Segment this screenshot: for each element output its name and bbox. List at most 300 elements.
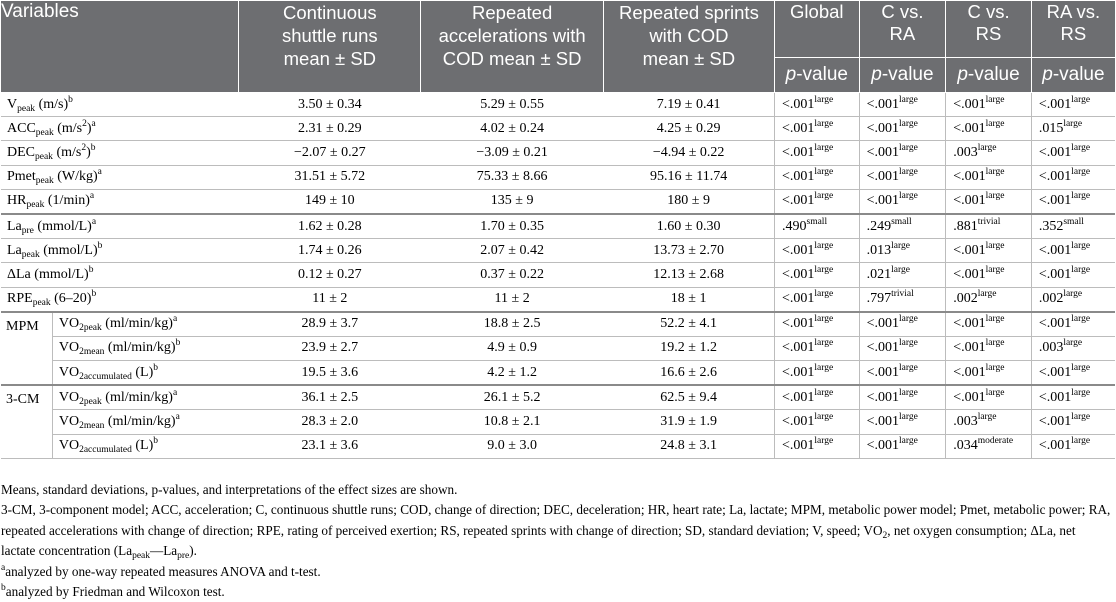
effect-size: large [899,412,918,423]
p-number: .001 [874,340,899,356]
p-value-c-vs-ra [859,263,946,287]
effect-size: large [814,289,834,300]
effect-size: moderate [977,436,1014,447]
footnote-mark: b [91,289,97,300]
p-value-c-vs-ra [859,312,946,337]
mean-sd-continuous: 28.9 ± 3.7 [239,312,421,337]
p-number: .001 [1046,414,1072,430]
p-number: .001 [789,96,815,112]
variable-subscript: 2accumulated [79,371,132,382]
table-row [1,117,1115,141]
effect-size: large [1063,118,1083,129]
p-number: .249 [866,218,892,234]
p-number: .001 [789,364,815,380]
mean-sd-repeated-accelerations: 4.2 ± 1.2 [421,361,603,386]
p-number: .001 [789,340,815,356]
variable-name: VO [58,316,80,332]
mean-sd-repeated-sprints: −4.94 ± 0.22 [603,141,774,165]
table-row [1,93,1115,117]
table-row [1,361,1115,386]
mean-sd-repeated-accelerations: 5.29 ± 0.55 [421,93,603,117]
p-number: .001 [1046,266,1072,282]
mean-sd-repeated-accelerations: 11 ± 2 [421,287,603,312]
p-prefix: < [782,169,790,185]
p-number: .001 [789,414,815,430]
variable-name: VO [58,389,80,405]
p-rest: -value [796,64,848,86]
footnote-mark: b [90,142,96,153]
p-value-c-vs-rs [946,385,1032,410]
p-number: .001 [874,96,899,112]
table-row [1,287,1115,312]
p-number: .001 [874,389,899,405]
table-row [1,410,1115,434]
abbrev-text: —La [150,543,178,559]
p-number: .001 [1046,389,1072,405]
p-number: .001 [874,316,899,332]
p-prefix: < [866,340,875,356]
header-p-value [946,58,1032,93]
p-prefix: < [953,169,962,185]
footnote-mark: a [175,412,180,423]
p-prefix: < [953,266,962,282]
effect-size: large [899,387,918,398]
p-prefix: < [866,96,875,112]
header-line: Repeated [472,2,553,23]
p-value-ra-vs-rs [1031,312,1115,337]
p-value-c-vs-ra [859,239,946,263]
footnote-abbreviations [1,500,1111,561]
p-value-c-vs-ra [859,214,946,239]
p-prefix: < [866,438,875,454]
p-prefix: < [866,414,875,430]
variable-subscript: peak [35,151,53,162]
p-value-ra-vs-rs [1031,165,1115,189]
p-prefix: < [782,242,790,258]
variable-label [1,93,239,117]
effect-size: large [814,167,834,178]
variable-label [1,117,239,141]
header-ra-vs-rs [1031,1,1115,58]
p-value-c-vs-rs [946,239,1032,263]
p-value-global [775,361,860,386]
footnote-text: analyzed by Friedman and Wilcoxon test. [5,584,225,600]
p-number: .002 [1038,291,1064,307]
footnote-text: analyzed by one-way repeated measures ANOVA and t-test. [5,563,321,579]
variable-name: VO [58,364,80,380]
mean-sd-repeated-sprints: 24.8 ± 3.1 [603,434,774,458]
p-value-c-vs-rs [946,410,1032,434]
p-number: .881 [953,218,978,234]
variable-label [1,239,239,263]
p-value-c-vs-ra [859,361,946,386]
table-row [1,263,1115,287]
p-value-ra-vs-rs [1031,189,1115,214]
p-value-c-vs-ra [859,189,946,214]
p-value-global [775,385,860,410]
mean-sd-repeated-sprints: 12.13 ± 2.68 [603,263,774,287]
p-value-ra-vs-rs [1031,263,1115,287]
header-line: C vs. [967,1,1010,22]
p-prefix: < [782,120,790,136]
variable-subscript: peak [21,249,40,260]
effect-size: large [814,191,834,202]
p-value-ra-vs-rs [1031,93,1115,117]
p-number: .001 [961,120,986,136]
effect-size: large [1071,142,1091,153]
p-number: .001 [961,266,986,282]
footnote-summary: Means, standard deviations, p-values, and interpretations of the effect sizes are shown. [1,482,458,497]
mean-sd-continuous: 31.51 ± 5.72 [239,165,421,189]
p-rest: -value [881,64,934,86]
results-table [1,1,1115,459]
p-value-global [775,117,860,141]
p-number: .001 [874,193,899,209]
mean-sd-continuous: 2.31 ± 0.29 [239,117,421,141]
p-value-ra-vs-rs [1031,361,1115,386]
header-line: accelerations with [438,25,586,46]
header-line: RS [1060,23,1087,44]
variable-unit: (1/min) [44,193,90,209]
footnote-b [1,582,1111,602]
p-value-global [775,214,860,239]
p-value-c-vs-rs [946,336,1032,360]
p-number: .001 [1046,144,1072,160]
p-value-c-vs-rs [946,117,1032,141]
p-value-c-vs-ra [859,434,946,458]
p-prefix: < [866,389,875,405]
footnote-mark: b [153,436,158,447]
mean-sd-repeated-sprints: 52.2 ± 4.1 [603,312,774,337]
effect-size: large [985,118,1005,129]
effect-size: large [1071,264,1091,275]
p-prefix: < [782,364,790,380]
header-repeated-sprints [603,1,774,93]
effect-size: large [899,436,918,447]
p-number: .001 [874,364,899,380]
variable-unit-end: ) [86,120,92,136]
unit-superscript: 2 [81,142,87,153]
p-number: .490 [782,218,807,234]
effect-size: large [814,314,834,325]
effect-size: large [985,240,1005,251]
footnote-mark: b [97,240,103,251]
header-line: RA [889,23,916,44]
mean-sd-repeated-sprints: 4.25 ± 0.29 [603,117,774,141]
mean-sd-repeated-accelerations: 10.8 ± 2.1 [421,410,603,434]
abbrev-sub: peak [132,551,151,562]
variable-name: ACC [7,120,36,136]
p-value-ra-vs-rs [1031,214,1115,239]
variable-label [52,434,238,458]
p-value-ra-vs-rs [1031,141,1115,165]
mean-sd-repeated-accelerations: 26.1 ± 5.2 [421,385,603,410]
variable-unit: (ml/min/kg) [101,316,173,332]
p-value-global [775,263,860,287]
mean-sd-continuous: 36.1 ± 2.5 [239,385,421,410]
variable-subscript: peak [17,103,36,114]
variable-name: La [7,218,22,234]
effect-size: large [814,94,834,105]
mean-sd-repeated-accelerations: 75.33 ± 8.66 [421,165,603,189]
footnote-mark: b [175,338,181,349]
p-number: .001 [961,96,986,112]
variable-label [52,361,238,386]
effect-size: large [814,240,834,251]
effect-size: large [899,191,918,202]
p-prefix: < [953,120,962,136]
p-number: .001 [789,242,815,258]
p-prefix: < [1038,144,1047,160]
effect-size: large [985,191,1005,202]
p-italic: p [871,64,882,86]
p-prefix: < [782,266,790,282]
p-value-global [775,165,860,189]
p-prefix: < [866,364,875,380]
p-number: .003 [953,144,978,160]
header-line: RS [975,23,1002,44]
effect-size: large [1071,167,1091,178]
variable-unit: (ml/min/kg) [104,340,176,356]
effect-size: large [1071,412,1091,423]
mean-sd-repeated-sprints: 16.6 ± 2.6 [603,361,774,386]
p-prefix: < [953,316,962,332]
effect-size: large [899,142,918,153]
header-p-value [1031,58,1115,93]
abbrev-sub: 2 [882,530,888,541]
mean-sd-repeated-sprints: 1.60 ± 0.30 [603,214,774,239]
p-value-global [775,189,860,214]
header-c-vs-ra [859,1,946,58]
effect-size: large [977,412,997,423]
p-prefix: < [1038,169,1047,185]
variable-name: VO [58,414,80,430]
effect-size: large [814,436,834,447]
effect-size: small [806,216,828,227]
footnote-mark: a [1,562,6,573]
effect-size: large [891,264,910,275]
effect-size: trivial [891,289,914,300]
p-value-global [775,93,860,117]
p-number: .001 [789,193,815,209]
effect-size: large [899,118,918,129]
mean-sd-continuous: 11 ± 2 [239,287,421,312]
p-value-c-vs-rs [946,312,1032,337]
effect-size: large [977,142,997,153]
p-prefix: < [1038,193,1047,209]
variable-label [1,141,239,165]
p-value-c-vs-ra [859,336,946,360]
p-number: .001 [874,438,899,454]
header-line: COD mean ± SD [442,48,582,69]
variable-subscript: pre [21,225,34,236]
p-number: .021 [866,266,892,282]
header-line: Global [790,1,844,22]
effect-size: large [1071,387,1091,398]
variable-unit: (mmol/L) [39,242,98,258]
effect-size: large [891,240,910,251]
effect-size: large [1071,362,1091,373]
p-prefix: < [866,193,875,209]
p-prefix: < [953,364,962,380]
variable-label [52,385,238,410]
header-line: mean ± SD [642,48,736,69]
p-number: .001 [1046,169,1072,185]
p-number: .001 [961,242,986,258]
header-variables: Variables [1,1,239,93]
abbrev-text: 3-CM, 3-component model; ACC, acceleration; C, continuous shuttle runs; COD, change of direction; DEC, deceleration; HR, heart rate; La, lactate; MPM, metabolic power model; Pmet, metabolic power; RA, repeated accelerations with change of direction; RPE, rating of perceived exertion; RS, repeated sprints with change of direction; SD, standard deviation; V, speed; VO [1,502,1111,538]
effect-size: large [899,338,918,349]
p-number: .001 [789,266,815,282]
mean-sd-repeated-sprints: 62.5 ± 9.4 [603,385,774,410]
effect-size: large [814,338,834,349]
table-row [1,214,1115,239]
variable-subscript: peak [35,176,54,187]
footnote-mark: a [172,314,178,325]
effect-size: large [1071,314,1091,325]
effect-size: large [1071,240,1091,251]
p-prefix: < [782,438,790,454]
table-row [1,336,1115,360]
p-prefix: < [953,96,962,112]
variable-name: HR [7,193,27,209]
p-number: .034 [953,438,978,454]
p-number: .015 [1038,120,1064,136]
p-prefix: < [782,316,790,332]
variable-label [52,410,238,434]
p-value-c-vs-ra [859,385,946,410]
p-value-global [775,410,860,434]
p-number: .002 [953,291,978,307]
effect-size: large [814,362,834,373]
table-row [1,189,1115,214]
p-prefix: < [953,389,962,405]
table-row [1,141,1115,165]
p-value-c-vs-rs [946,214,1032,239]
variable-unit-end: ) [86,144,91,160]
p-number: .001 [874,120,899,136]
effect-size: large [1071,436,1091,447]
p-value-ra-vs-rs [1031,117,1115,141]
group-label: MPM [1,312,52,386]
p-number: .003 [953,414,978,430]
mean-sd-continuous: 23.1 ± 3.6 [239,434,421,458]
variable-label [1,214,239,239]
p-value-c-vs-rs [946,361,1032,386]
p-prefix: < [1038,96,1047,112]
p-number: .001 [1046,96,1072,112]
header-line: RA vs. [1046,1,1101,22]
p-number: .001 [874,414,899,430]
mean-sd-repeated-accelerations: 9.0 ± 3.0 [421,434,603,458]
effect-size: large [1071,94,1091,105]
mean-sd-repeated-accelerations: 2.07 ± 0.42 [421,239,603,263]
p-number: .013 [866,242,892,258]
variable-subscript: peak [32,298,51,309]
p-prefix: < [1038,364,1047,380]
p-prefix: < [782,96,790,112]
effect-size: large [899,167,918,178]
effect-size: trivial [977,216,1001,227]
p-prefix: < [782,414,790,430]
p-number: .001 [789,316,815,332]
p-number: .001 [961,169,986,185]
table-footnotes [1,480,1111,602]
header-line: Repeated sprints [618,2,759,23]
table-row [1,434,1115,458]
effect-size: large [814,118,834,129]
footnote-mark: a [91,118,96,129]
p-number: .001 [874,169,899,185]
variable-subscript: peak [26,200,45,211]
mean-sd-repeated-sprints: 31.9 ± 1.9 [603,410,774,434]
variable-label [1,263,239,287]
variable-name: ΔLa [7,266,31,282]
header-line: shuttle runs [282,25,378,46]
mean-sd-repeated-sprints: 95.16 ± 11.74 [603,165,774,189]
mean-sd-continuous: 0.12 ± 0.27 [239,263,421,287]
effect-size: large [977,289,997,300]
effect-size: large [985,94,1005,105]
effect-size: large [1063,338,1083,349]
p-number: .001 [961,364,986,380]
mean-sd-repeated-accelerations: 4.02 ± 0.24 [421,117,603,141]
p-number: .352 [1038,218,1064,234]
variable-unit: (m/s [53,120,83,136]
variable-name: Pmet [7,169,36,185]
mean-sd-repeated-accelerations: 135 ± 9 [421,189,603,214]
p-number: .003 [1038,340,1064,356]
p-value-c-vs-rs [946,263,1032,287]
header-line: Continuous [283,2,377,23]
header-c-vs-rs [946,1,1032,58]
p-value-ra-vs-rs [1031,434,1115,458]
p-value-global [775,336,860,360]
mean-sd-continuous: −2.07 ± 0.27 [239,141,421,165]
effect-size: large [899,314,918,325]
header-continuous-shuttle-runs [239,1,421,93]
mean-sd-repeated-accelerations: 18.8 ± 2.5 [421,312,603,337]
variable-unit: (mmol/L) [33,218,92,234]
effect-size: large [814,412,834,423]
variable-label [52,336,238,360]
variable-unit: (m/s [52,144,82,160]
footnote-mark: a [89,191,95,202]
p-value-c-vs-rs [946,189,1032,214]
p-prefix: < [1038,316,1047,332]
p-prefix: < [866,144,875,160]
p-prefix: < [1038,389,1047,405]
p-value-global [775,141,860,165]
p-value-global [775,434,860,458]
effect-size: large [1071,191,1091,202]
p-number: .001 [789,291,815,307]
p-prefix: < [782,144,790,160]
header-global [775,1,860,58]
effect-size: large [814,387,834,398]
p-number: .001 [961,389,986,405]
p-prefix: < [1038,266,1047,282]
effect-size: large [985,314,1005,325]
effect-size: large [814,264,834,275]
abbrev-text: , net oxygen consumption; ΔLa, net lactate concentration (La [1,522,1076,559]
variable-name: RPE [7,291,33,307]
variable-unit: (ml/min/kg) [101,389,173,405]
mean-sd-continuous: 149 ± 10 [239,189,421,214]
p-prefix: < [1038,438,1047,454]
variable-subscript: 2accumulated [79,445,132,456]
footnote-mark: a [172,387,178,398]
